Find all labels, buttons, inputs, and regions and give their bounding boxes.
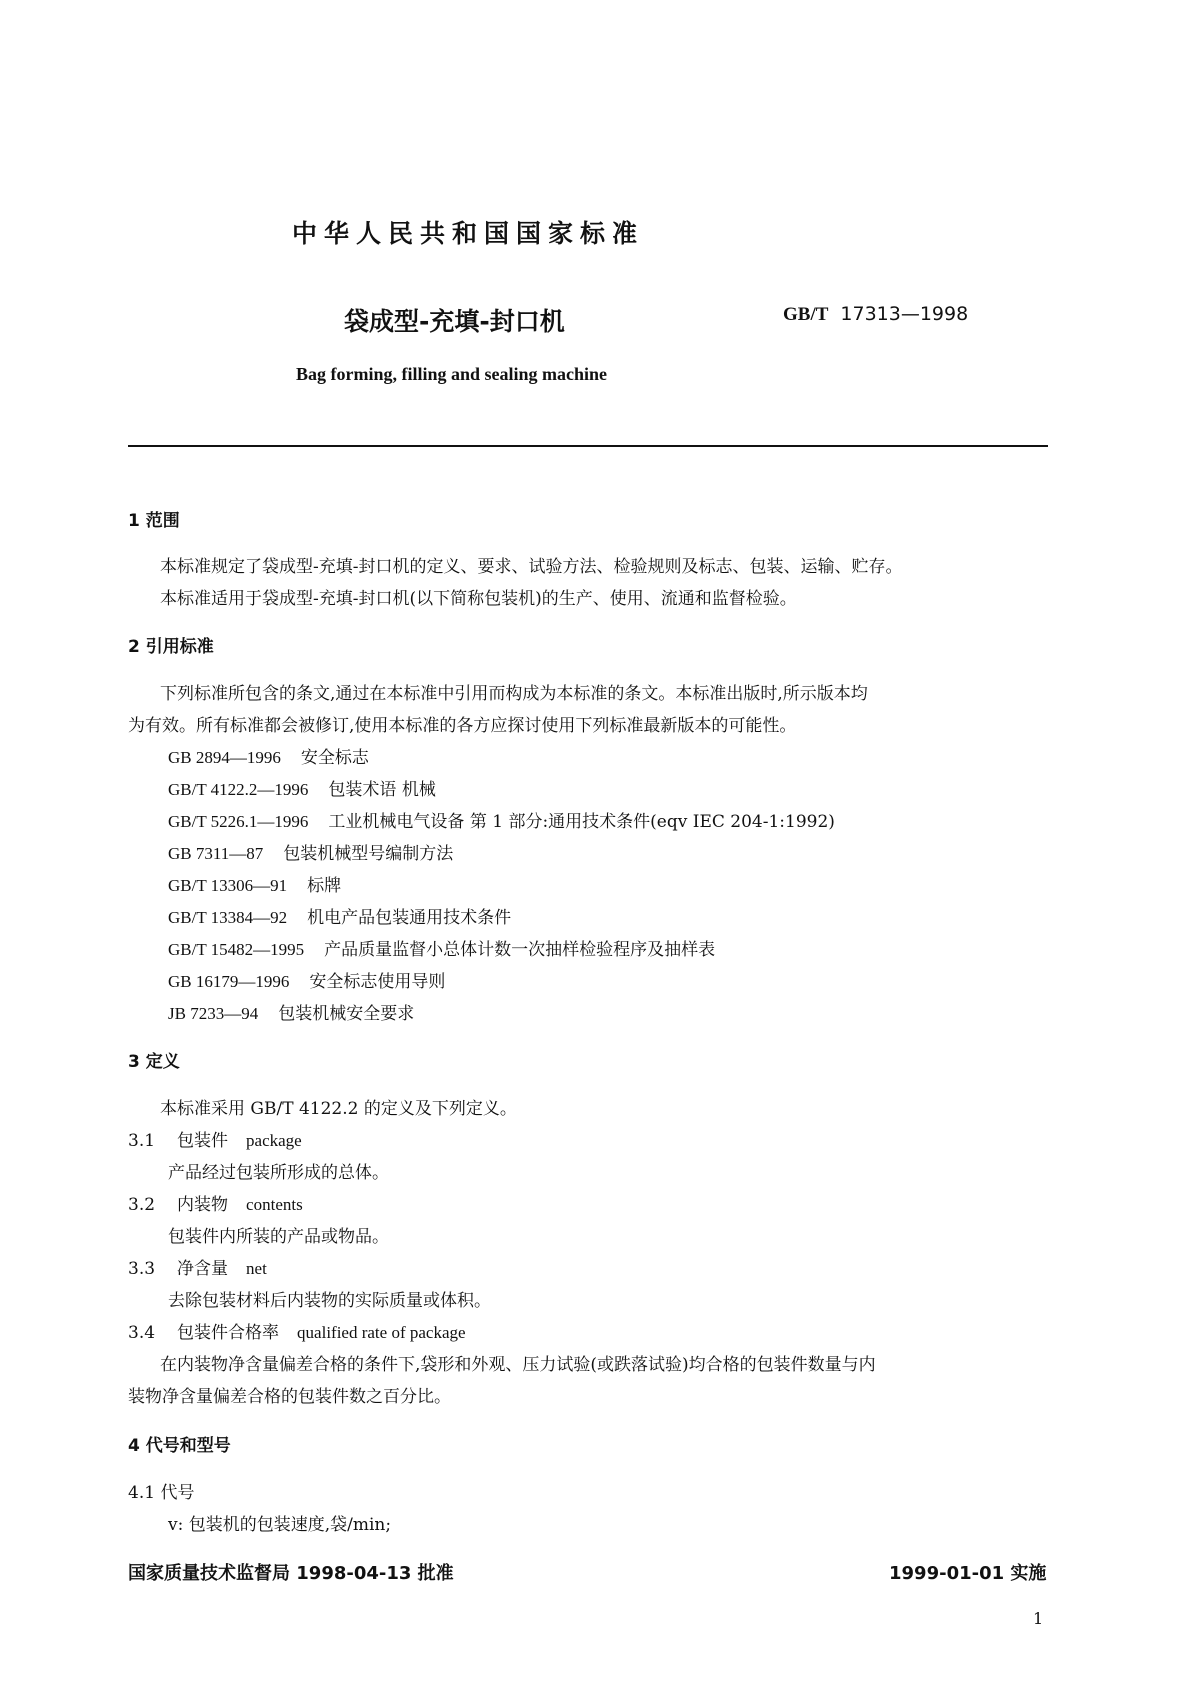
- reference-title: 包装术语 机械: [328, 780, 436, 800]
- english-title: Bag forming, filling and sealing machine: [296, 364, 608, 384]
- standard-prefix: GB/T: [783, 304, 829, 325]
- subsection-4-1-heading: 4.1 代号: [128, 1483, 195, 1503]
- approval-statement: 国家质量技术监督局 1998-04-13 批准: [128, 1563, 454, 1584]
- definition-term-en: qualified rate of package: [297, 1323, 466, 1342]
- section-2-heading: 2 引用标准: [128, 637, 214, 657]
- section-4-heading: 4 代号和型号: [128, 1436, 231, 1456]
- definition-heading: [128, 1254, 267, 1279]
- reference-item: [168, 743, 369, 768]
- definition-number: 3.4: [128, 1323, 156, 1343]
- reference-title: 安全标志: [300, 748, 369, 768]
- reference-item: [168, 935, 715, 960]
- reference-code: GB/T 13384—92: [168, 908, 288, 927]
- section-2-paragraph-line-1: 下列标准所包含的条文,通过在本标准中引用而构成为本标准的条文。本标准出版时,所示版本均: [160, 684, 868, 704]
- definition-term-en: package: [246, 1131, 302, 1150]
- effective-date: 1999-01-01 实施: [889, 1563, 1047, 1584]
- reference-code: GB/T 4122.2—1996: [168, 780, 309, 799]
- standard-number: 17313—1998: [840, 303, 969, 325]
- definition-heading: [128, 1126, 302, 1151]
- definition-term: 包装件: [177, 1131, 229, 1151]
- section-3-intro: 本标准采用 GB/T 4122.2 的定义及下列定义。: [160, 1099, 517, 1119]
- standard-code: [783, 303, 968, 326]
- reference-item: [168, 807, 835, 832]
- definition-number: 3.2: [128, 1195, 156, 1215]
- reference-code: GB/T 15482—1995: [168, 940, 305, 959]
- definition-heading: [128, 1318, 466, 1343]
- definition-description: 去除包装材料后内装物的实际质量或体积。: [168, 1291, 491, 1311]
- section-1-paragraph-2: 本标准适用于袋成型-充填-封口机(以下简称包装机)的生产、使用、流通和监督检验。: [160, 589, 797, 609]
- reference-code: GB/T 5226.1—1996: [168, 812, 309, 831]
- national-standard-heading: 中华人民共和国国家标准: [292, 219, 645, 248]
- definition-heading: [128, 1190, 303, 1215]
- definition-description-line-2: 装物净含量偏差合格的包装件数之百分比。: [128, 1387, 451, 1407]
- reference-title: 包装机械型号编制方法: [283, 844, 454, 864]
- reference-code: GB 2894—1996: [168, 748, 281, 767]
- definition-number: 3.3: [128, 1259, 156, 1279]
- header-rule: [128, 445, 1048, 447]
- definition-description: 产品经过包装所形成的总体。: [168, 1163, 389, 1183]
- definition-term-en: contents: [246, 1195, 303, 1214]
- reference-code: JB 7233—94: [168, 1004, 259, 1023]
- reference-title: 机电产品包装通用技术条件: [307, 908, 512, 928]
- reference-title: 标牌: [307, 876, 342, 896]
- reference-title: 包装机械安全要求: [278, 1004, 415, 1024]
- definition-description-line-1: 在内装物净含量偏差合格的条件下,袋形和外观、压力试验(或跌落试验)均合格的包装件数量与内: [160, 1355, 876, 1375]
- reference-title: 产品质量监督小总体计数一次抽样检验程序及抽样表: [324, 940, 716, 960]
- section-1-heading: 1 范围: [128, 511, 180, 531]
- reference-code: GB 7311—87: [168, 844, 264, 863]
- definition-number: 3.1: [128, 1131, 156, 1151]
- reference-item: [168, 871, 341, 896]
- page-number: 1: [1033, 1609, 1044, 1628]
- section-3-heading: 3 定义: [128, 1052, 180, 1072]
- reference-item: [168, 775, 436, 800]
- definition-term-en: net: [246, 1259, 267, 1278]
- definition-term: 包装件合格率: [177, 1323, 280, 1343]
- reference-item: [168, 999, 414, 1024]
- definition-term: 内装物: [177, 1195, 229, 1215]
- definition-term: 净含量: [177, 1259, 229, 1279]
- reference-code: GB/T 13306—91: [168, 876, 288, 895]
- reference-title: 安全标志使用导则: [309, 972, 446, 992]
- definition-description: 包装件内所装的产品或物品。: [168, 1227, 389, 1247]
- reference-item: [168, 967, 445, 992]
- reference-code: GB 16179—1996: [168, 972, 290, 991]
- reference-title: 工业机械电气设备 第 1 部分:通用技术条件(eqv IEC 204-1:1992): [328, 812, 835, 832]
- reference-item: [168, 903, 511, 928]
- section-2-paragraph-line-2: 为有效。所有标准都会被修订,使用本标准的各方应探讨使用下列标准最新版本的可能性。: [128, 716, 797, 736]
- section-1-paragraph-1: 本标准规定了袋成型-充填-封口机的定义、要求、试验方法、检验规则及标志、包装、运输、贮存。: [160, 557, 903, 577]
- symbol-definition-line: v: 包装机的包装速度,袋/min;: [168, 1515, 392, 1535]
- document-title: 袋成型-充填-封口机: [344, 307, 565, 336]
- reference-item: [168, 839, 453, 864]
